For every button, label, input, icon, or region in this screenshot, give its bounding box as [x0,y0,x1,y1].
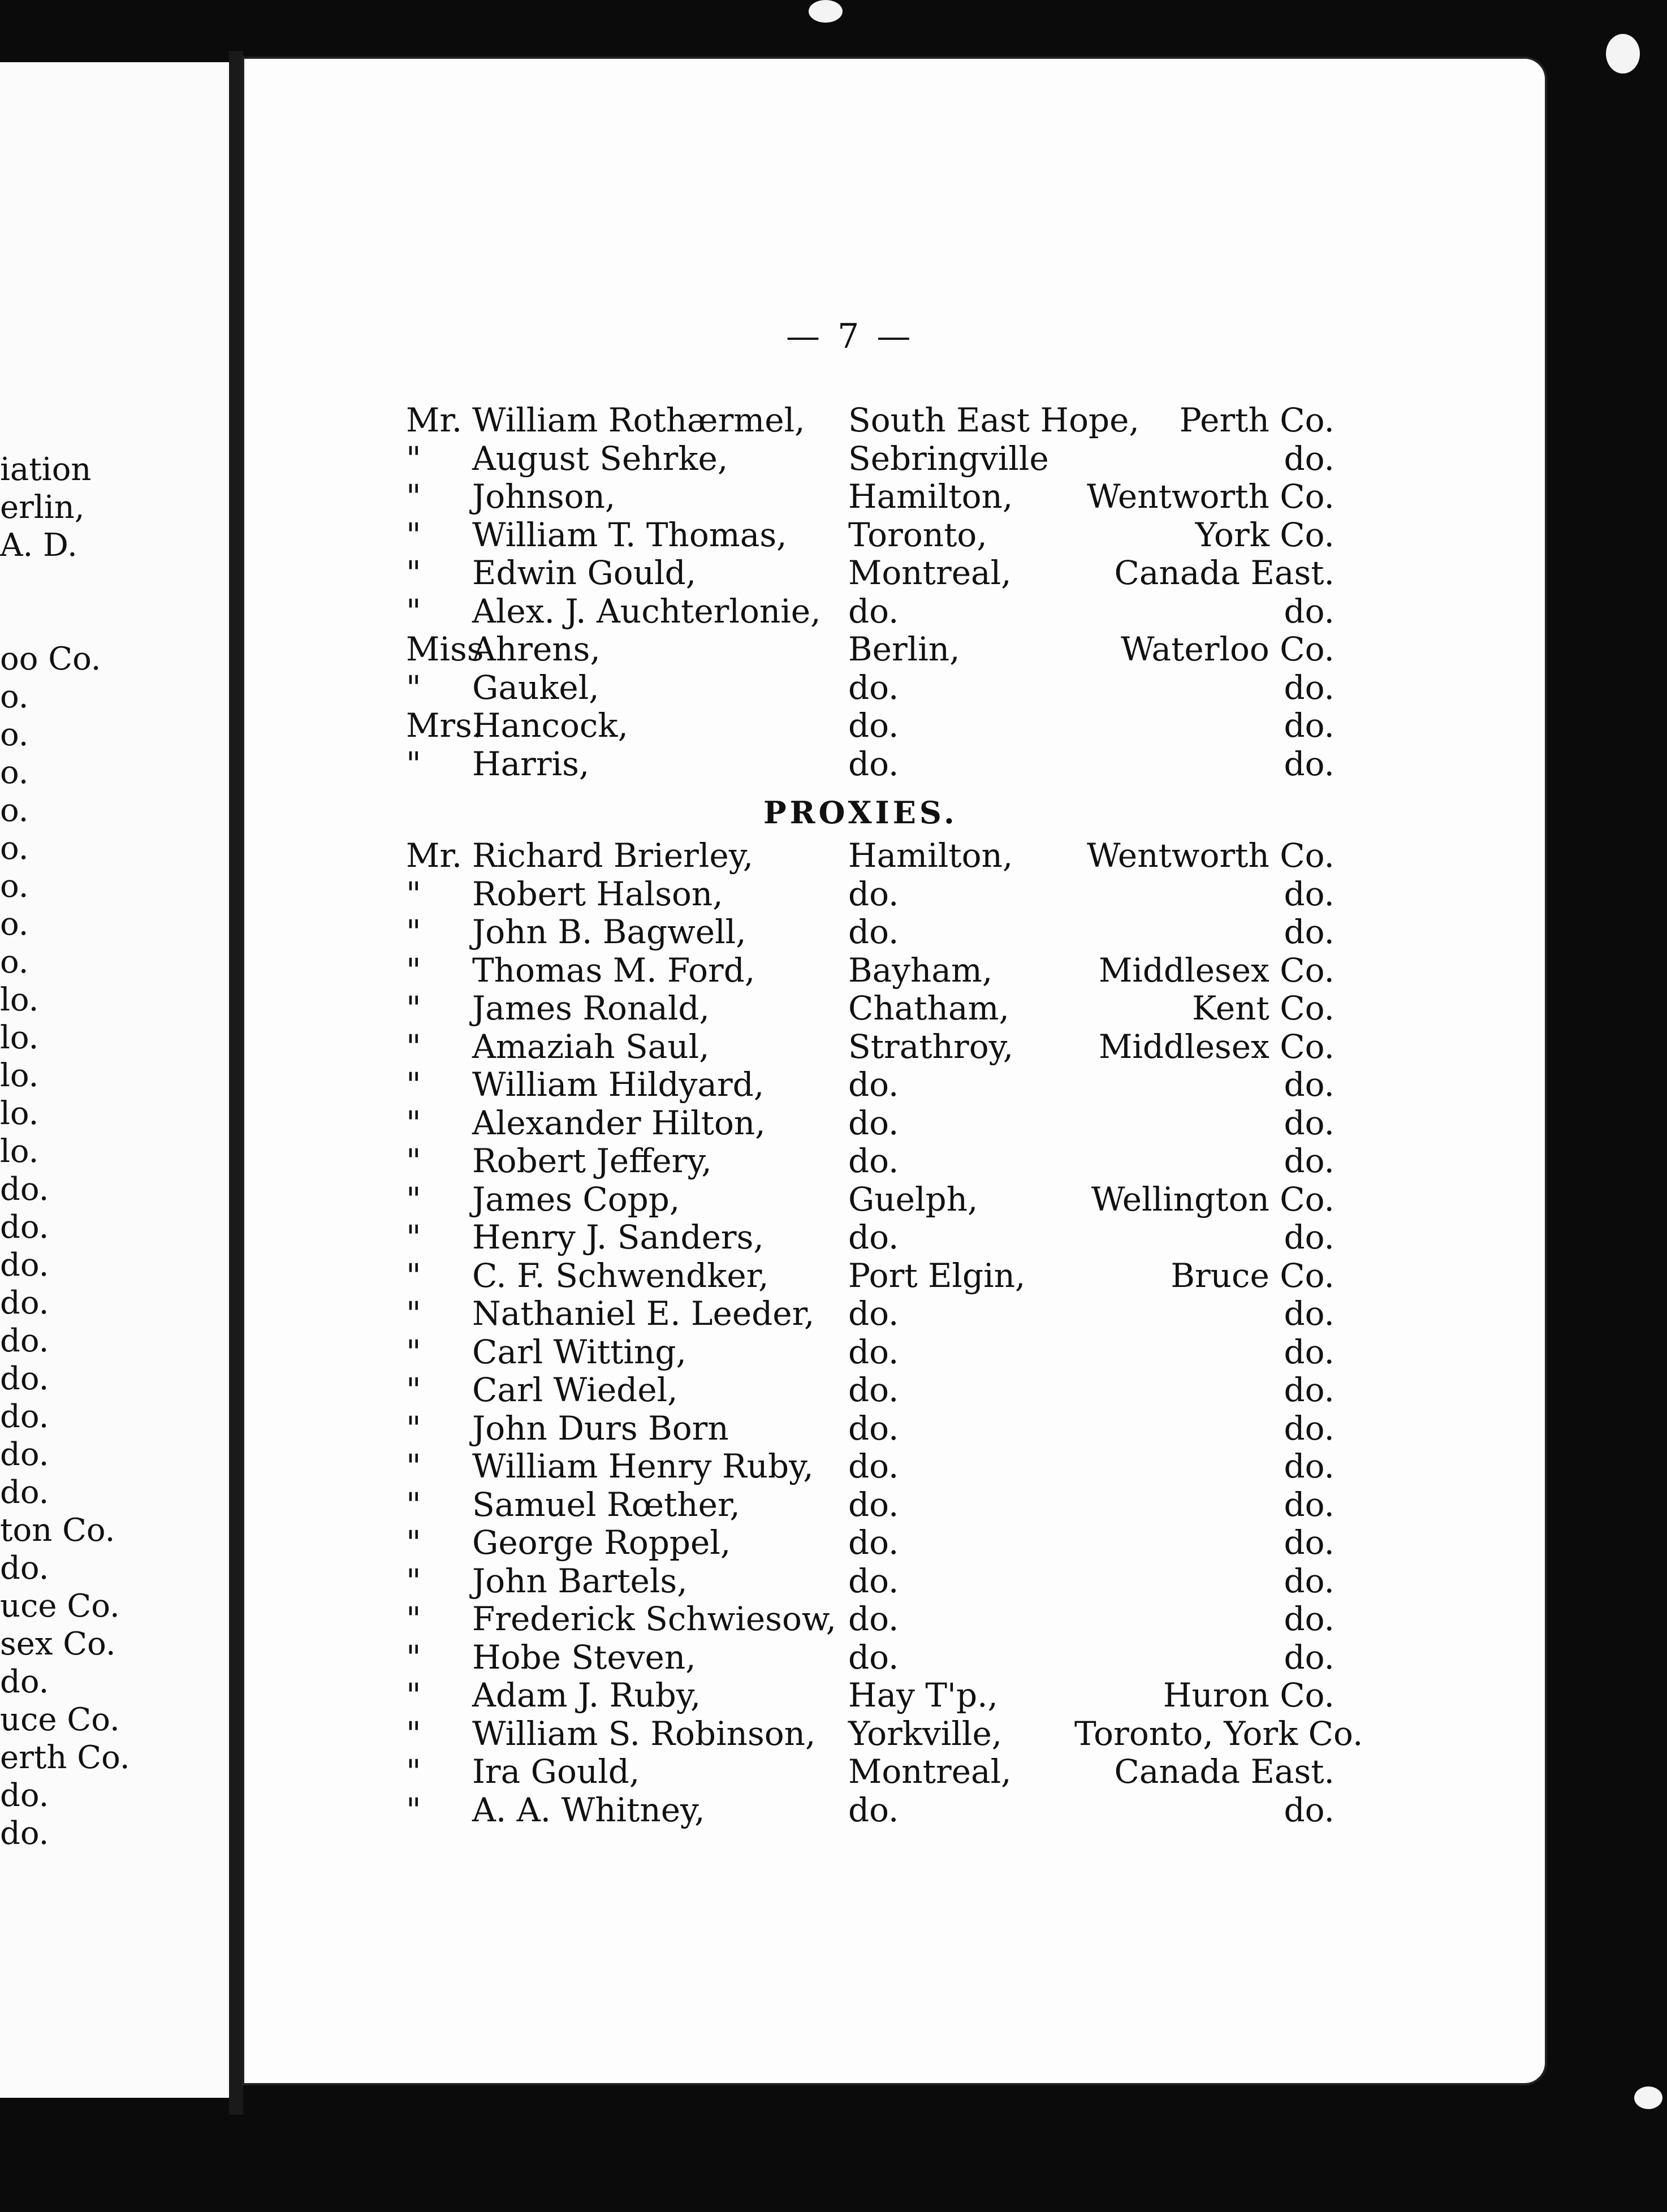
entry-name: Carl Wiedel, [472,1371,678,1409]
entry-name: Robert Halson, [472,874,723,913]
speck-decoration [809,0,843,23]
proxy-row [0,1103,1335,1143]
left-page-fragment: lo. [0,1057,39,1094]
entry-county: do. [1284,591,1335,630]
entry-name: Gaukel, [472,668,599,707]
entry-county: Middlesex Co. [1098,1027,1335,1066]
proxy-row [0,951,1335,990]
entry-title: Mr. [406,836,463,875]
entry-town: do. [848,1103,899,1142]
entry-town: do. [848,1065,899,1104]
entry-name: A. A. Whitney, [472,1790,705,1829]
entry-county: Wellington Co. [1091,1180,1335,1219]
entry-town: Strathroy, [848,1027,1014,1066]
entry-county: Kent Co. [1192,989,1335,1027]
entry-county: Bruce Co. [1171,1256,1335,1295]
left-page-fragment: uce Co. [0,1588,120,1625]
proxy-row [0,989,1335,1028]
member-row [0,515,1335,555]
entry-county: Waterloo Co. [1120,630,1335,668]
entry-county: do. [1284,1523,1335,1562]
proxies-heading: PROXIES. [763,794,958,831]
entry-name: Ahrens, [472,630,601,668]
entry-county: do. [1284,1371,1335,1409]
left-page-fragment: o. [0,792,29,829]
proxy-row [0,1676,1335,1715]
entry-town: Montreal, [848,1752,1012,1791]
member-row [0,477,1335,516]
entry-name: George Roppel, [472,1523,731,1562]
entry-title: Miss [406,630,484,668]
left-page-fragment: A. D. [0,527,77,564]
entry-name: William S. Robinson, [472,1714,816,1753]
left-page-fragment: iation [0,451,92,488]
entry-name: Thomas M. Ford, [472,951,755,990]
entry-town: do. [848,913,899,951]
left-page-fragment: o. [0,906,29,943]
left-page-fragment: sex Co. [0,1626,116,1662]
entry-town: do. [848,591,899,630]
entry-town: do. [848,706,899,745]
member-row [0,744,1335,784]
left-page-fragment: o. [0,679,29,715]
entry-title: Mr. [406,401,463,439]
left-page-fragment: ton Co. [0,1512,115,1549]
entry-name: James Ronald, [472,989,710,1027]
entry-name: Richard Brierley, [472,836,754,875]
proxy-row [0,1714,1363,1753]
entry-title: " [406,1256,421,1295]
entry-name: William T. Thomas, [472,515,787,554]
entry-title: " [406,1523,421,1562]
entry-county: do. [1284,913,1335,951]
entry-name: Nathaniel E. Leeder, [472,1294,815,1333]
entry-name: Ira Gould, [472,1752,640,1791]
entry-title: " [406,1180,421,1219]
left-page-fragment: do. [0,1550,49,1587]
entry-county: Wentworth Co. [1087,477,1335,516]
entry-title: " [406,874,421,913]
left-page-fragment: do. [0,1360,49,1397]
entry-title: " [406,1561,421,1600]
entry-title: Mrs. [406,706,483,745]
entry-county: do. [1284,1409,1335,1448]
proxy-row [0,1561,1335,1601]
entry-town: do. [848,1638,899,1677]
entry-name: Alexander Hilton, [472,1103,766,1142]
left-page-fragment: o. [0,944,29,980]
entry-title: " [406,1676,421,1714]
entry-county: do. [1284,1447,1335,1485]
entry-town: South East Hope, [848,401,1139,439]
left-page-fragment: do. [0,1171,49,1208]
entry-town: do. [848,1294,899,1333]
entry-county: do. [1284,439,1335,478]
proxy-row [0,1638,1335,1677]
entry-title: " [406,1752,421,1791]
entry-name: Henry J. Sanders, [472,1218,764,1256]
proxy-row [0,1409,1335,1448]
entry-county: do. [1284,706,1335,745]
left-page-fragment: do. [0,1247,49,1284]
proxy-row [0,1790,1335,1830]
left-page-fragment: o. [0,754,29,791]
entry-name: William Rothærmel, [472,401,805,439]
entry-town: do. [848,1561,899,1600]
entry-title: " [406,989,421,1027]
entry-title: " [406,554,421,592]
entry-title: " [406,1790,421,1829]
entry-title: " [406,515,421,554]
member-row [0,439,1335,478]
proxy-row [0,1371,1335,1410]
entry-name: William Henry Ruby, [472,1447,814,1485]
proxy-row [0,1218,1335,1257]
entry-name: Johnson, [472,477,616,516]
entry-name: John Durs Born [472,1409,729,1448]
entry-county: Middlesex Co. [1098,951,1335,990]
proxy-row [0,1256,1335,1295]
entry-county: Canada East. [1114,554,1335,592]
left-page-fragment: erth Co. [0,1739,130,1776]
entry-town: Yorkville, [848,1714,1003,1753]
left-page-fragment: do. [0,1815,49,1852]
entry-title: " [406,1371,421,1409]
proxy-row [0,1485,1335,1524]
member-row [0,630,1335,669]
left-page-fragment: do. [0,1436,49,1473]
proxy-row [0,1600,1335,1639]
entry-title: " [406,668,421,707]
entry-town: do. [848,874,899,913]
proxy-row [0,1523,1335,1562]
entry-town: do. [848,1485,899,1524]
entry-town: Hamilton, [848,477,1013,516]
entry-title: " [406,1485,421,1524]
entry-name: Edwin Gould, [472,554,697,592]
entry-town: Berlin, [848,630,960,668]
entry-town: Sebringville [848,439,1049,478]
entry-town: Port Elgin, [848,1256,1026,1295]
entry-title: " [406,1638,421,1677]
member-row [0,401,1335,440]
entry-title: " [406,1294,421,1333]
entry-name: James Copp, [472,1180,680,1219]
entry-name: John Bartels, [472,1561,688,1600]
proxy-row [0,1332,1335,1372]
entry-county: Canada East. [1114,1752,1335,1791]
entry-town: do. [848,1600,899,1638]
entry-county: do. [1284,1218,1335,1256]
entry-town: do. [848,1218,899,1256]
entry-town: Toronto, [848,515,987,554]
entry-name: Robert Jeffery, [472,1142,712,1180]
entry-town: do. [848,744,899,783]
entry-name: Hancock, [472,706,628,745]
entry-name: Carl Witting, [472,1332,686,1371]
proxy-row [0,1294,1335,1333]
entry-name: August Sehrke, [472,439,728,478]
entry-town: Bayham, [848,951,993,990]
entry-name: Amaziah Saul, [472,1027,710,1066]
proxy-row [0,1180,1335,1219]
speck-decoration [1606,34,1640,74]
proxy-row [0,874,1335,914]
left-page-fragment: do. [0,1285,49,1321]
entry-name: William Hildyard, [472,1065,765,1104]
entry-county: Wentworth Co. [1087,836,1335,875]
entry-title: " [406,1600,421,1638]
entry-title: " [406,477,421,516]
proxy-row [0,1447,1335,1486]
proxy-row [0,1752,1335,1791]
entry-name: Samuel Rœther, [472,1485,740,1524]
speck-decoration [1634,2086,1662,2109]
entry-town: Guelph, [848,1180,978,1219]
entry-county: do. [1284,1485,1335,1524]
left-page-fragment: lo. [0,1095,39,1132]
entry-town: do. [848,1447,899,1485]
entry-title: " [406,1714,421,1753]
entry-town: do. [848,1371,899,1409]
entry-county: do. [1284,744,1335,783]
proxy-row [0,1065,1335,1104]
entry-name: Harris, [472,744,590,783]
member-row [0,706,1335,745]
left-page-fragment: lo. [0,1133,39,1170]
entry-county: do. [1284,668,1335,707]
entry-town: Montreal, [848,554,1012,592]
left-page-fragment: lo. [0,1019,39,1056]
entry-county: do. [1284,1638,1335,1677]
entry-name: C. F. Schwendker, [472,1256,769,1295]
left-page-fragment: do. [0,1474,49,1511]
member-row [0,554,1335,593]
entry-town: do. [848,668,899,707]
proxy-row [0,913,1335,952]
left-page-fragment: do. [0,1323,49,1359]
proxy-row [0,836,1335,875]
left-page-fragment: o. [0,868,29,905]
entry-title: " [406,439,421,478]
proxy-row [0,1142,1335,1181]
entry-county: do. [1284,1103,1335,1142]
entry-title: " [406,1103,421,1142]
entry-name: Alex. J. Auchterlonie, [472,591,821,630]
entry-title: " [406,951,421,990]
entry-county: do. [1284,1790,1335,1829]
entry-town: Hamilton, [848,836,1013,875]
entry-title: " [406,1409,421,1448]
entry-town: do. [848,1332,899,1371]
entry-county: do. [1284,1600,1335,1638]
entry-county: do. [1284,1561,1335,1600]
left-page-fragment: o. [0,716,29,753]
entry-name: Adam J. Ruby, [472,1676,701,1714]
entry-title: " [406,1065,421,1104]
entry-title: " [406,1142,421,1180]
entry-name: John B. Bagwell, [472,913,746,951]
entry-county: Toronto, York Co. [1074,1714,1363,1753]
proxy-row [0,1027,1335,1066]
entry-county: do. [1284,1332,1335,1371]
entry-county: do. [1284,1294,1335,1333]
entry-town: do. [848,1790,899,1829]
entry-town: do. [848,1409,899,1448]
entry-title: " [406,591,421,630]
entry-county: York Co. [1195,515,1335,554]
left-page-fragment: erlin, [0,489,85,526]
left-page-fragment: do. [0,1777,49,1814]
left-page-fragment: uce Co. [0,1701,120,1738]
entry-county: do. [1284,874,1335,913]
entry-county: Huron Co. [1163,1676,1335,1714]
left-page-fragment: do. [0,1209,49,1246]
entry-title: " [406,1027,421,1066]
left-page-fragment: do. [0,1398,49,1435]
member-row [0,591,1335,631]
member-row [0,668,1335,707]
page-number: — 7 — [786,317,914,356]
entry-county: do. [1284,1065,1335,1104]
left-page-fragment: oo Co. [0,641,101,677]
entry-town: do. [848,1523,899,1562]
entry-town: Chatham, [848,989,1009,1027]
entry-town: do. [848,1142,899,1180]
left-page-fragment: lo. [0,982,39,1018]
entry-county: Perth Co. [1179,401,1335,439]
entry-title: " [406,1447,421,1485]
entry-name: Hobe Steven, [472,1638,696,1677]
entry-title: " [406,913,421,951]
left-page-fragment: o. [0,830,29,867]
entry-town: Hay T'p., [848,1676,998,1714]
entry-title: " [406,1332,421,1371]
entry-name: Frederick Schwiesow, [472,1600,837,1638]
left-page-fragment: do. [0,1664,49,1700]
entry-title: " [406,1218,421,1256]
entry-county: do. [1284,1142,1335,1180]
entry-title: " [406,744,421,783]
